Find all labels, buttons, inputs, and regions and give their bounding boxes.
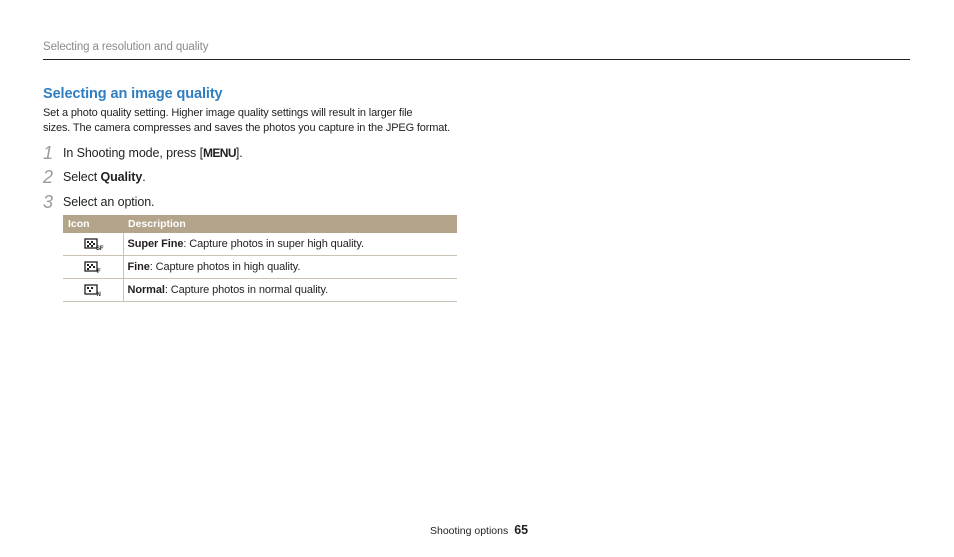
table-header-row <box>63 215 457 233</box>
intro-line-2: sizes. The camera compresses and saves the photos you capture in the JPEG format. <box>43 122 451 134</box>
header-rule <box>43 59 910 60</box>
option-term: Normal <box>127 284 165 296</box>
description-cell <box>123 233 457 256</box>
step-text <box>63 146 243 160</box>
table-row <box>63 279 457 302</box>
page-footer <box>430 523 528 537</box>
step-text-before: In Shooting mode, press [ <box>63 146 203 160</box>
step-number: 1 <box>43 142 54 163</box>
step-text <box>63 170 146 184</box>
step-number: 3 <box>43 191 54 212</box>
running-head: Selecting a resolution and quality <box>43 41 209 53</box>
normal-quality-icon <box>84 283 102 297</box>
table-row <box>63 233 457 256</box>
step-text: Select an option. <box>63 195 155 209</box>
icon-cell <box>63 279 123 302</box>
icon-cell <box>63 256 123 279</box>
option-description: : Capture photos in high quality. <box>149 261 301 273</box>
column-header-description: Description <box>123 215 457 233</box>
intro-line-1: Set a photo quality setting. Higher image quality settings will result in larger file <box>43 107 413 119</box>
step-text-after: ]. <box>235 146 243 160</box>
step-number: 2 <box>43 166 54 187</box>
svg-text:SF: SF <box>95 246 104 252</box>
intro-paragraph <box>43 106 483 136</box>
option-term: Fine <box>127 261 150 273</box>
step-3 <box>43 192 154 212</box>
option-term: Super Fine <box>127 238 184 250</box>
step-text-before: Select <box>63 170 101 184</box>
step-text-after: . <box>142 170 146 184</box>
svg-text:N: N <box>96 292 101 298</box>
option-description: : Capture photos in normal quality. <box>164 284 329 296</box>
section-title: Selecting an image quality <box>43 86 223 102</box>
step-1 <box>43 143 243 163</box>
column-header-icon: Icon <box>63 215 123 233</box>
footer-section-name: Shooting options <box>430 525 509 537</box>
page-number: 65 <box>514 523 529 537</box>
icon-cell <box>63 233 123 256</box>
menu-key: MENU <box>202 146 236 160</box>
super-fine-quality-icon <box>84 237 102 251</box>
quality-options-table <box>63 215 457 302</box>
fine-quality-icon <box>84 260 102 274</box>
svg-text:F: F <box>96 269 101 275</box>
step-2 <box>43 167 146 187</box>
step-bold-term: Quality <box>100 170 143 184</box>
description-cell <box>123 256 457 279</box>
table-row <box>63 256 457 279</box>
description-cell <box>123 279 457 302</box>
option-description: : Capture photos in super high quality. <box>183 238 364 250</box>
